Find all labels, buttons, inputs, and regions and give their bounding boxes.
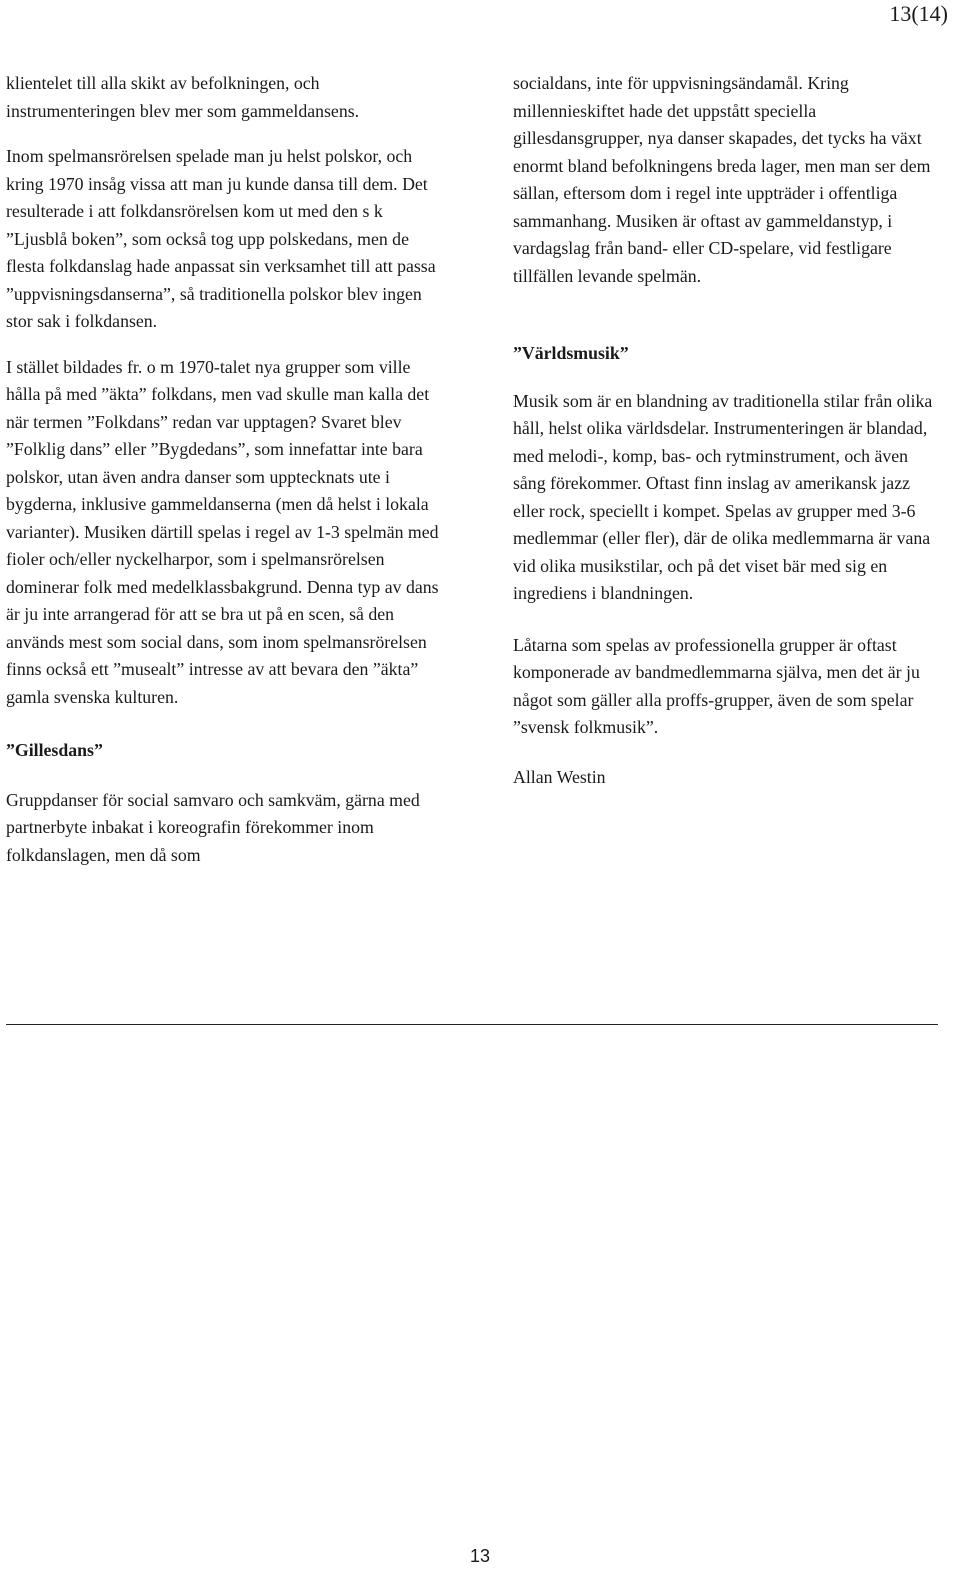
paragraph: Låtarna som spelas av professionella grupper är oftast komponerade av bandmedlemmarna själva, men det är ju något som gäller alla proffs-grupper, även de som spelar ”svensk folkmusik”. (513, 634, 920, 737)
paragraph: Musik som är en blandning av traditionella stilar från olika håll, helst olika världsdelar. Instrumenteringen är blandad, med melodi-, komp, bas- och rytminstrument, och även sång förekommer. Oftast finn inslag av amerikansk jazz eller rock, speciellt i kompet. Spelas av grupper med 3-6 medlemmar (eller fler), där de olika medlemmarna är vana vid olika musikstilar, och på det viset bär med sig en ingrediens i blandningen. (513, 390, 933, 603)
author-signature: Allan Westin (513, 766, 606, 787)
paragraph: klientelet till alla skikt av befolkningen, och instrumenteringen blev mer som gammeldansens. (6, 73, 360, 121)
section-heading-gillesdans: ”Gillesdans” (6, 740, 103, 760)
paragraph: socialdans, inte för uppvisningsändamål. Kring millennieskiftet hade det uppstått speciella gillesdansgrupper, nya danser skapades, det tycks ha växt enormt bland befolkningens breda lager, men man ser dem sällan, eftersom dom i regel inte uppträder i offentliga sammanhang. Musiken är oftast av gammeldanstyp, i vardagslag från band- eller CD-spelare, vid festligare tillfällen levande spelmän. (513, 73, 931, 286)
left-column (6, 70, 446, 887)
section-heading-varldsmusik: ”Världsmusik” (513, 343, 629, 363)
horizontal-rule (6, 1024, 938, 1025)
right-column (513, 70, 943, 809)
footer-page-number: 13 (469, 1546, 491, 1566)
paragraph: Gruppdanser för social samvaro och samkväm, gärna med partnerbyte inbakat i koreografin förekommer inom folkdanslagen, men då som (6, 789, 420, 865)
paragraph: I stället bildades fr. o m 1970-talet nya grupper som ville hålla på med ”äkta” folkdans, men vad skulle man kalla det när termen ”Folkdans” redan var upptagen? Svaret blev ”Folklig dans” eller ”Bygdedans”, som innefattar inte bara polskor, utan även andra danser som upptecknats ute i bygderna, inklusive gammeldanserna (men då helst i lokala varianter). Musiken därtill spelas i regel av 1-3 spelmän med fioler och/eller nyckelharpor, som i spelmansrörelsen dominerar folk med medelklassbakgrund. Denna typ av dans är ju inte arrangerad för att se bra ut på en scen, så den används mest som social dans, som inom spelmansrörelsen finns också ett ”musealt” intresse av att bevara den ”äkta” gamla svenska kulturen. (6, 356, 439, 707)
paragraph: Inom spelmansrörelsen spelade man ju helst polskor, och kring 1970 insåg vissa att man ju kunde dansa till dem. Det resulterade i att folkdansrörelsen kom ut med den s k ”Ljusblå boken”, som också tog upp polskedans, men de flesta folkdanslag hade anpassat sin verksamhet till att passa ”uppvisningsdanserna”, så traditionella polskor blev ingen stor sak i folkdansen. (6, 146, 436, 331)
header-page-label: 13(14) (889, 1, 948, 26)
